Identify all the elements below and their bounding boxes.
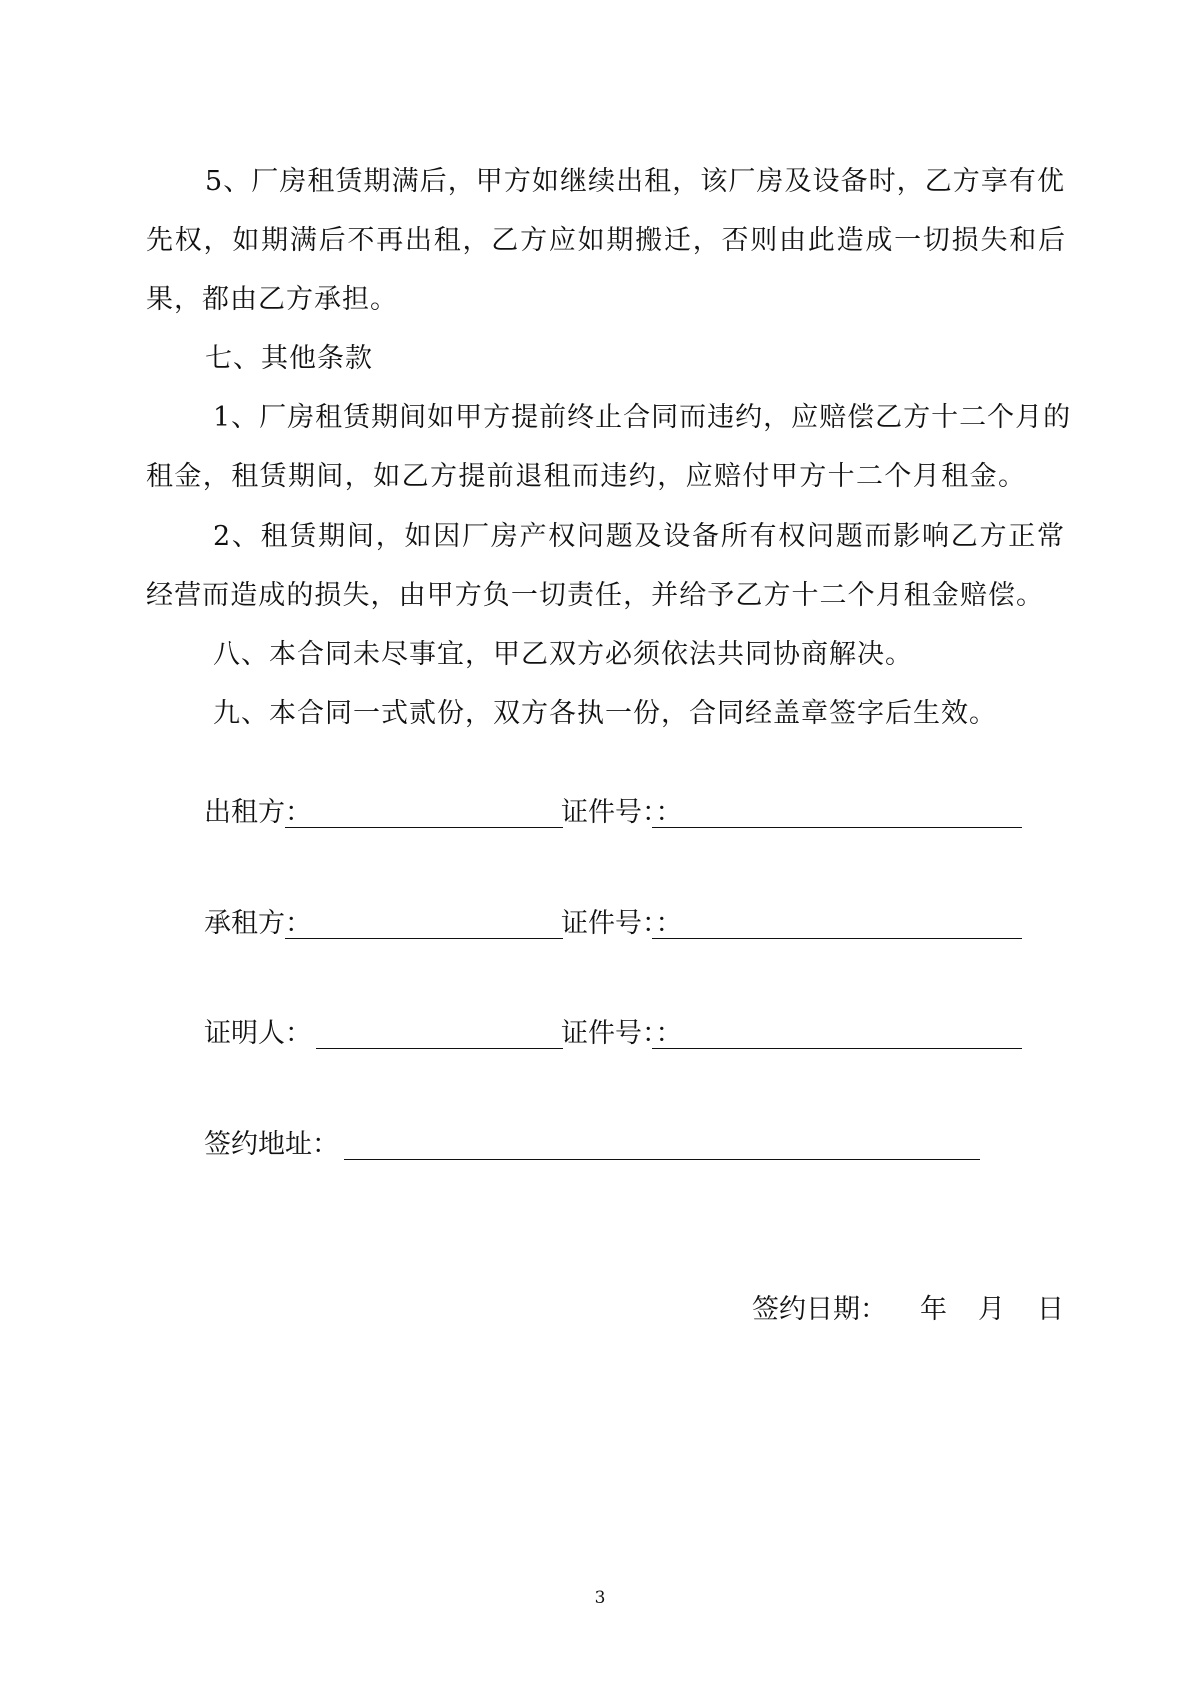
section-7-item-2-line-1: 2、租赁期间，如因厂房产权问题及设备所有权问题而影响乙方正常 (213, 521, 1065, 552)
date-day: 日 (1037, 1294, 1064, 1325)
witness-id-label: 证件号：： (561, 1018, 683, 1049)
lessor-id-label: 证件号：： (561, 797, 683, 828)
section-7-item-2-line-2: 经营而造成的损失，由甲方负一切责任，并给予乙方十二个月租金赔偿。 (146, 580, 1044, 611)
clause-5-line-3: 果，都由乙方承担。 (146, 284, 398, 315)
lessor-id-field[interactable] (652, 793, 1022, 828)
page-number: 3 (594, 1588, 606, 1608)
address-label: 签约地址： (204, 1129, 339, 1160)
lessee-label: 承租方 (204, 908, 285, 939)
clause-5-line-2: 先权，如期满后不再出租，乙方应如期搬迁，否则由此造成一切损失和后 (146, 225, 1066, 256)
date-year: 年 (920, 1294, 947, 1325)
section-7-item-1-line-1: 1、厂房租赁期间如甲方提前终止合同而违约，应赔偿乙方十二个月的 (213, 402, 1072, 433)
section-8: 八、本合同未尽事宜，甲乙双方必须依法共同协商解决。 (213, 639, 913, 670)
section-7-item-1-line-2: 租金，租赁期间，如乙方提前退租而违约，应赔付甲方十二个月租金。 (146, 461, 1026, 492)
signing-date (752, 1290, 1072, 1330)
lessee-id-label: 证件号：： (561, 908, 683, 939)
lessee-colon: ： (285, 908, 312, 939)
lessee-name-field[interactable] (285, 904, 563, 939)
witness-id-field[interactable] (652, 1014, 1022, 1049)
section-7-heading: 七、其他条款 (205, 343, 373, 374)
witness-label: 证明人 (204, 1018, 285, 1049)
lessee-id-field[interactable] (652, 904, 1022, 939)
lessor-label: 出租方 (204, 797, 285, 828)
address-field[interactable] (344, 1125, 980, 1160)
clause-5-line-1: 5、厂房租赁期满后，甲方如继续出租，该厂房及设备时，乙方享有优 (205, 166, 1065, 197)
date-label: 签约日期： (752, 1294, 887, 1325)
section-9: 九、本合同一式贰份，双方各执一份，合同经盖章签字后生效。 (213, 698, 997, 729)
lessor-name-field[interactable] (285, 793, 563, 828)
date-month: 月 (978, 1294, 1005, 1325)
witness-name-field[interactable] (316, 1014, 563, 1049)
lessor-colon: ： (285, 797, 312, 828)
witness-colon: ： (285, 1018, 312, 1049)
